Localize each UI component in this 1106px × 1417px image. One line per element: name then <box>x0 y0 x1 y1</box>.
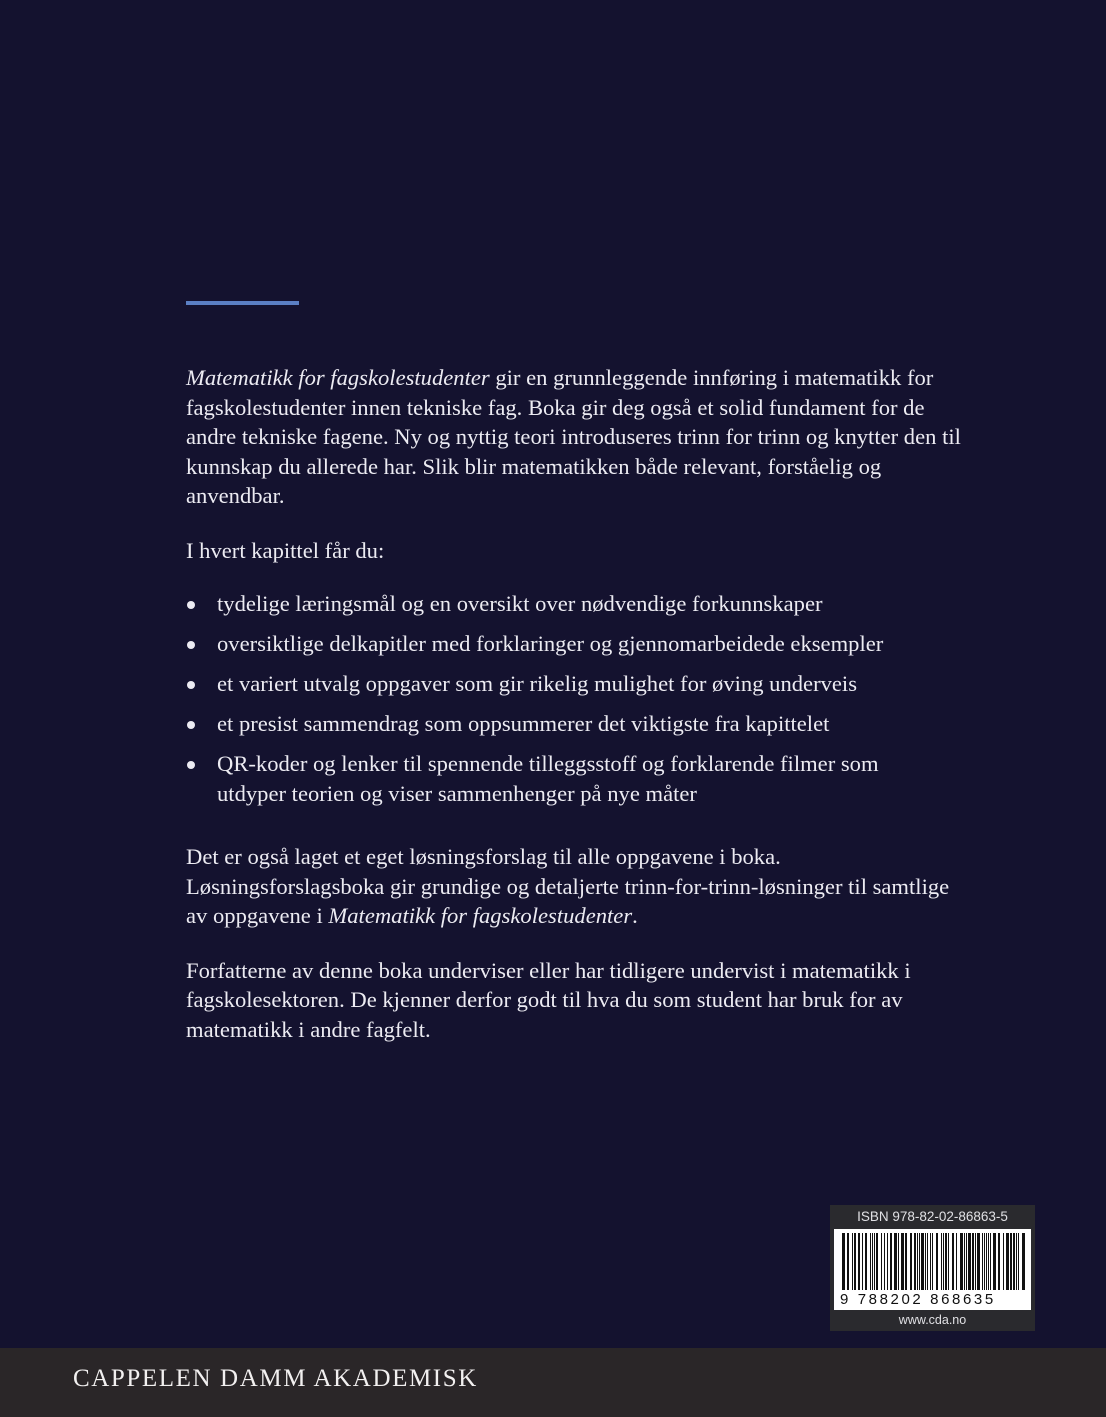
bullet-icon <box>187 601 195 609</box>
list-item: oversiktlige delkapitler med forklaringer og gjennomarbeidede eksempler <box>186 629 976 659</box>
barcode-digits: 9 788202 868635 <box>840 1291 996 1308</box>
accent-rule <box>186 301 299 305</box>
authors-paragraph: Forfatterne av denne boka underviser eller har tidligere undervist i matematikk i fagskolesektoren. De kjenner derfor godt til hva du som student har bruk for av matematikk i andre fagfelt. <box>186 957 911 1042</box>
intro-text: gir en grunnleggende innføring i matematikk for fagskolestudenter innen tekniske fag. Boka gir deg også et solid fundament for de andre tekniske fagene. Ny og nyttig teori introduseres trinn for trinn og knytter den til kunnskap du allerede har. Slik blir matematikken både relevant, forståelig og anvendbar. <box>186 365 961 508</box>
barcode-bar <box>966 1233 967 1290</box>
intro-paragraph <box>186 363 976 511</box>
barcode-bar <box>952 1233 954 1290</box>
barcode-bar <box>862 1233 863 1290</box>
barcode-bar <box>894 1233 897 1290</box>
barcode-bar <box>881 1233 882 1290</box>
barcode-bar <box>993 1233 996 1290</box>
barcode-bar <box>956 1233 957 1290</box>
barcode-bar <box>1016 1233 1017 1290</box>
barcode-bar <box>898 1233 899 1290</box>
barcode-bar <box>842 1233 845 1290</box>
book-title-italic: Matematikk for fagskolestudenter <box>186 365 490 390</box>
isbn-label: ISBN 978-82-02-86863-5 <box>857 1209 1008 1224</box>
barcode-bar <box>901 1233 904 1290</box>
solution-paragraph: Det er også laget et eget løsningsforslag til alle oppgavene i boka. Løsningsforslagsboka gir grundige og detaljerte trinn-for-trinn-løsninger til samtlige av oppgavene i Matematikk for fagskolestudenter. <box>186 844 950 928</box>
barcode-bar <box>858 1233 860 1290</box>
barcode-bar <box>874 1233 875 1290</box>
list-item: tydelige læringsmål og en oversikt over nødvendige forkunnskaper <box>186 589 976 619</box>
barcode-bar <box>930 1233 931 1290</box>
barcode-bar <box>1003 1233 1004 1290</box>
barcode-bar <box>870 1233 871 1290</box>
bullet-icon <box>187 681 195 689</box>
barcode-bar <box>948 1233 949 1290</box>
barcode-bar <box>847 1233 849 1290</box>
publisher-band <box>0 1348 1106 1417</box>
barcode-bar <box>910 1233 912 1290</box>
barcode-bar <box>917 1233 918 1290</box>
barcode-bar <box>941 1233 942 1290</box>
barcode-bar <box>905 1233 907 1290</box>
blurb <box>186 363 976 1044</box>
barcode-bar <box>884 1233 885 1290</box>
barcode-bar <box>975 1233 976 1290</box>
barcode-bar <box>960 1233 963 1290</box>
publisher-logo: CAPPELEN DAMM AKADEMISK <box>73 1365 478 1392</box>
barcode-bar <box>872 1233 873 1290</box>
barcode-bar <box>984 1233 985 1290</box>
barcode-bar <box>919 1233 920 1290</box>
barcode-bar <box>854 1233 856 1290</box>
barcode-bar <box>876 1233 878 1290</box>
barcode-bar <box>982 1233 983 1290</box>
barcode-bar <box>887 1233 888 1290</box>
barcode-bar <box>977 1233 980 1290</box>
barcode-bar <box>852 1233 853 1290</box>
barcode-bar <box>1013 1233 1015 1290</box>
barcode-bar <box>986 1233 987 1290</box>
website-link[interactable]: www.cda.no <box>898 1313 967 1327</box>
barcode-bar <box>865 1233 867 1290</box>
bullet-icon <box>187 721 195 729</box>
list-item: et presist sammendrag som oppsummerer det viktigste fra kapittelet <box>186 709 976 739</box>
barcode-bar <box>998 1233 1000 1290</box>
list-item: et variert utvalg oppgaver som gir rikelig mulighet for øving underveis <box>186 669 976 699</box>
barcode-bar <box>936 1233 938 1290</box>
barcode-bar <box>914 1233 916 1290</box>
barcode-bar <box>890 1233 892 1290</box>
barcode-bar <box>1022 1233 1025 1290</box>
barcode-bar <box>945 1233 947 1290</box>
barcode-bar <box>990 1233 991 1290</box>
feature-list <box>186 589 976 808</box>
barcode-bar <box>988 1233 989 1290</box>
barcode <box>834 1229 1031 1310</box>
barcode-bar <box>968 1233 971 1290</box>
book-title-italic: Matematikk for fagskolestudenter <box>328 903 633 928</box>
chapter-lead: I hvert kapittel får du: <box>186 537 385 563</box>
barcode-bar <box>1010 1233 1012 1290</box>
barcode-bar <box>927 1233 928 1290</box>
barcode-bar <box>921 1233 924 1290</box>
bullet-icon <box>187 641 195 649</box>
barcode-bar <box>1006 1233 1009 1290</box>
barcode-panel <box>830 1205 1035 1331</box>
barcode-bar <box>943 1233 944 1290</box>
barcode-bar <box>964 1233 965 1290</box>
barcode-bar <box>925 1233 926 1290</box>
barcode-bar <box>972 1233 974 1290</box>
list-item: QR-koder og lenker til spennende tilleggsstoff og forklarende filmer som utdyper teorien og viser sammenhenger på nye måter <box>186 749 976 808</box>
barcode-bar <box>1018 1233 1019 1290</box>
barcode-bar <box>932 1233 933 1290</box>
bullet-icon <box>187 761 195 769</box>
barcode-bars <box>834 1229 1031 1290</box>
